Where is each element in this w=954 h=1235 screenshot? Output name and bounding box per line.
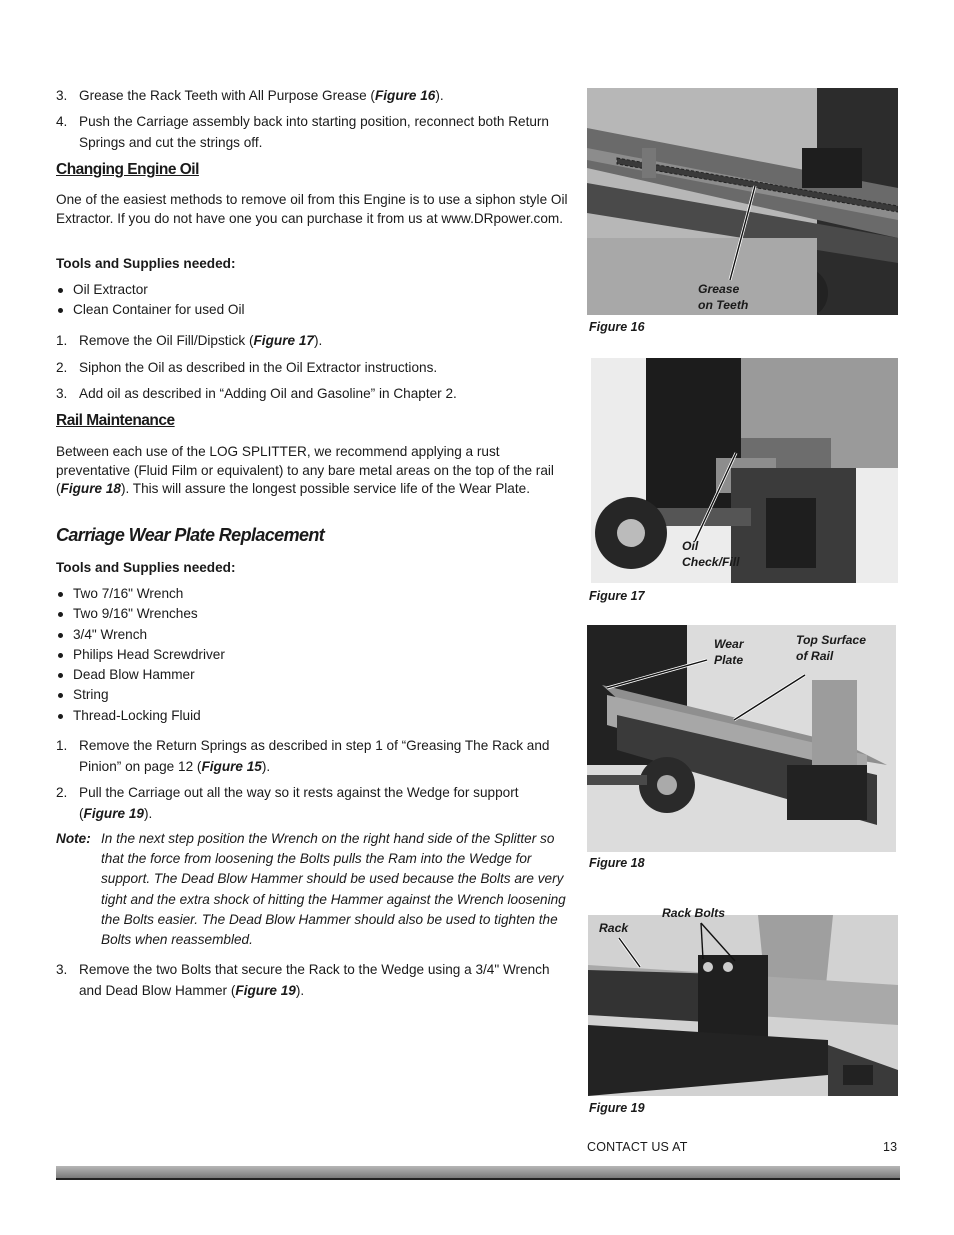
footer-contact: CONTACT US AT (587, 1140, 688, 1154)
oil-step-2: 2. Siphon the Oil as described in the Oil Extractor instructions. (56, 360, 438, 375)
page-number: 13 (883, 1140, 898, 1154)
figure-ref: Figure 15 (201, 759, 262, 774)
oil-step-1: 1. Remove the Oil Fill/Dipstick (Figure 17). (56, 333, 323, 348)
wear-tools-heading: Tools and Supplies needed: (56, 560, 236, 575)
figure-16-caption: Figure 16 (589, 320, 645, 334)
list-item: Two 9/16" Wrenches (56, 604, 225, 624)
list-item: 3/4" Wrench (56, 625, 225, 645)
oil-tools-heading: Tools and Supplies needed: (56, 256, 236, 271)
callout-wear-plate: Wear Plate (714, 637, 744, 667)
figure-ref: Figure 16 (374, 88, 436, 103)
callout-oil-check-fill: Oil Check/Fill (682, 539, 740, 569)
step-text: Grease the Rack Teeth with All Purpose Grease ( (79, 88, 375, 103)
heading-rail-maintenance: Rail Maintenance (56, 412, 175, 429)
heading-changing-engine-oil: Changing Engine Oil (56, 161, 199, 178)
list-item: Philips Head Screwdriver (56, 645, 225, 665)
step-number: 3. (56, 88, 68, 103)
callout-grease-on-teeth: Grease on Teeth (698, 282, 749, 312)
list-item: String (56, 685, 225, 705)
oil-step-3: 3. Add oil as described in “Adding Oil and Gasoline” in Chapter 2. (56, 386, 457, 401)
rail-paragraph: Between each use of the LOG SPLITTER, we recommend applying a rust preventative (Fluid Film or equivalent) to any bare metal areas on the top of the rail (Figure 18). This will assure the longest possible service life of the Wear Plate. (56, 444, 554, 496)
figure-ref: Figure 18 (60, 481, 121, 496)
step-3-grease: 3. Grease the Rack Teeth with All Purpose Grease (Figure 16). (56, 85, 556, 106)
note-block (56, 829, 576, 950)
wear-step-2: 2. Pull the Carriage out all the way so it rests against the Wedge for support (Figure 19). (56, 785, 519, 821)
figure-ref: Figure 19 (235, 983, 296, 998)
figure-17-caption: Figure 17 (589, 589, 645, 603)
step-text: Push the Carriage assembly back into starting position, reconnect both Return Springs and cut the strings off. (79, 114, 549, 150)
heading-carriage-wear-plate: Carriage Wear Plate Replacement (56, 525, 325, 545)
figure-18-caption: Figure 18 (589, 856, 645, 870)
figure-19-caption: Figure 19 (589, 1101, 645, 1115)
list-item: Oil Extractor (56, 280, 245, 300)
step-4-push-carriage (56, 111, 556, 153)
figure-ref: Figure 19 (83, 806, 144, 821)
note-label: Note: (56, 831, 91, 846)
callout-rack: Rack (599, 921, 629, 935)
callout-top-surface-of-rail: Top Surface of Rail (796, 633, 866, 663)
wear-tools-list (56, 584, 225, 726)
figure-ref: Figure 17 (253, 333, 314, 348)
oil-intro-paragraph: One of the easiest methods to remove oil from this Engine is to use a siphon style Oil Extractor. If you do not have one you can purchase it from us at www.DRpower.com. (56, 192, 568, 226)
oil-tools-list (56, 280, 245, 321)
callout-rack-bolts: Rack Bolts (662, 906, 725, 920)
figure-19-photo (588, 915, 898, 1096)
wear-step-3: 3. Remove the two Bolts that secure the Rack to the Wedge using a 3/4" Wrench and Dead Blow Hammer (Figure 19). (56, 962, 550, 998)
list-item: Thread-Locking Fluid (56, 706, 225, 726)
list-item: Dead Blow Hammer (56, 665, 225, 685)
wear-step-1: 1. Remove the Return Springs as described in step 1 of “Greasing The Rack and Pinion” on page 12 (Figure 15). (56, 738, 550, 774)
list-item: Two 7/16" Wrench (56, 584, 225, 604)
list-item: Clean Container for used Oil (56, 300, 245, 320)
note-text: In the next step position the Wrench on the right hand side of the Splitter so that the force from loosening the Bolts pulls the Ram into the Wedge for support. The Dead Blow Hammer should be used because the Bolts are very tight and the extra shock of hitting the Hammer against the Wrench loosening the Bolts easier. The Dead Blow Hammer should also be used to tighten the Bolts when reassembled. (101, 831, 566, 948)
footer-rule (56, 1166, 900, 1180)
step-number: 4. (56, 114, 68, 129)
figure-17-photo (591, 358, 898, 583)
